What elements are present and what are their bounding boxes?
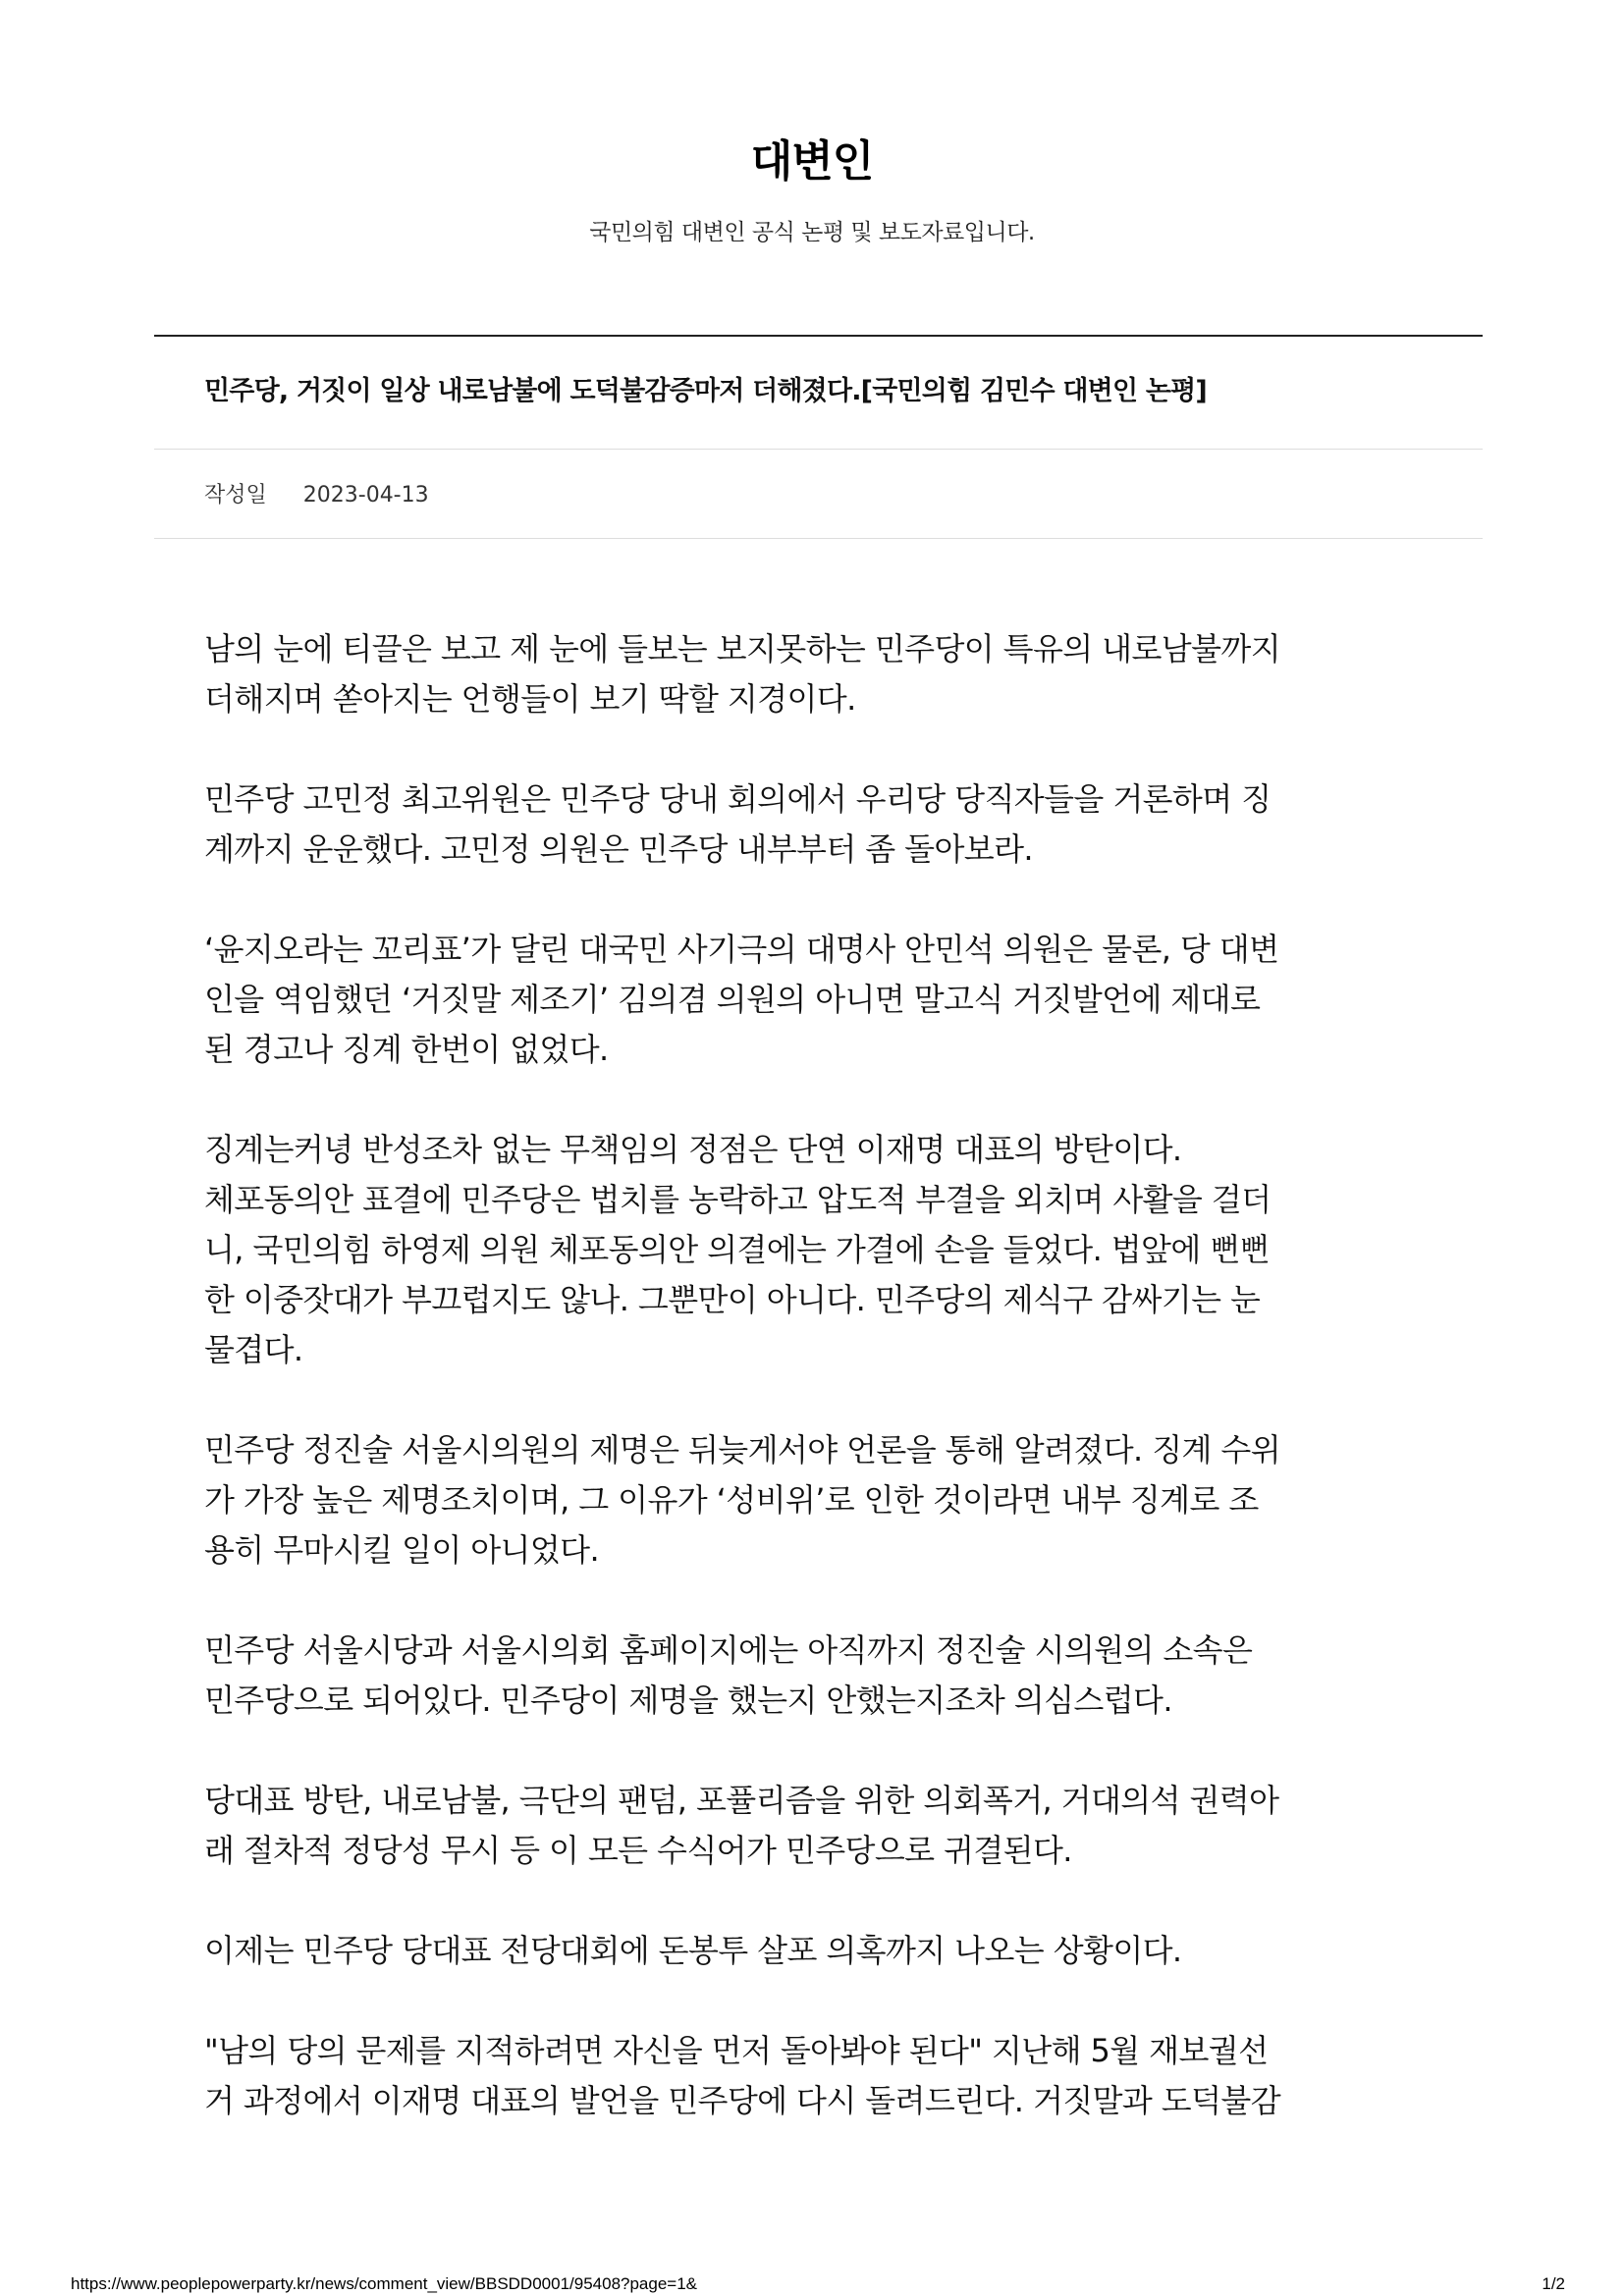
body-line: 가 가장 높은 제명조치이며, 그 이유가 ‘성비위’로 인한 것이라면 내부 징계로 조 — [204, 1481, 1259, 1519]
article-meta — [204, 478, 429, 508]
footer-page-number: 1/2 — [1542, 2274, 1565, 2293]
body-line: 니, 국민의힘 하영제 의원 체포동의안 의결에는 가결에 손을 들었다. 법앞에 뻔뻔 — [204, 1231, 1270, 1268]
body-line: 민주당 고민정 최고위원은 민주당 당내 회의에서 우리당 당직자들을 거론하며 징 — [204, 780, 1272, 818]
body-paragraph — [204, 1125, 1441, 1375]
body-line: 징계는커녕 반성조차 없는 무책임의 정점은 단연 이재명 대표의 방탄이다. — [204, 1131, 1182, 1168]
date-value: 2023-04-13 — [302, 483, 429, 507]
body-line: 체포동의안 표결에 민주당은 법치를 농락하고 압도적 부결을 외치며 사활을 걸더 — [204, 1181, 1272, 1218]
body-line: 당대표 방탄, 내로남불, 극단의 팬덤, 포퓰리즘을 위한 의회폭거, 거대의석 권력아 — [204, 1782, 1279, 1819]
page-subtitle: 국민의힘 대변인 공식 논평 및 보도자료입니다. — [589, 220, 1035, 245]
body-paragraph — [204, 1926, 1441, 1976]
body-paragraph — [204, 1776, 1441, 1876]
page-title: 대변인 — [750, 136, 874, 187]
body-line: 이제는 민주당 당대표 전당대회에 돈봉투 살포 의혹까지 나오는 상황이다. — [204, 1932, 1182, 1969]
body-line: 된 경고나 징계 한번이 없었다. — [204, 1031, 609, 1068]
body-line: ‘윤지오라는 꼬리표’가 달린 대국민 사기극의 대명사 안민석 의원은 물론, 당 대변 — [204, 931, 1279, 968]
body-line: 민주당 정진술 서울시의원의 제명은 뒤늦게서야 언론을 통해 알려졌다. 징계 수위 — [204, 1431, 1281, 1468]
body-line: 민주당으로 되어있다. 민주당이 제명을 했는지 안했는지조차 의심스럽다. — [204, 1682, 1172, 1719]
body-line: 한 이중잣대가 부끄럽지도 않나. 그뿐만이 아니다. 민주당의 제식구 감싸기는 눈 — [204, 1281, 1261, 1318]
date-label: 작성일 — [204, 483, 267, 507]
body-line: 계까지 운운했다. 고민정 의원은 민주당 내부부터 좀 돌아보라. — [204, 830, 1033, 868]
body-paragraph — [204, 624, 1441, 724]
article-body — [204, 624, 1441, 2176]
body-paragraph — [204, 774, 1441, 875]
body-paragraph — [204, 2026, 1441, 2126]
body-line: 인을 역임했던 ‘거짓말 제조기’ 김의겸 의원의 아니면 말고식 거짓발언에 제대로 — [204, 981, 1261, 1018]
body-line: 래 절차적 정당성 무시 등 이 모든 수식어가 민주당으로 귀결된다. — [204, 1832, 1072, 1869]
body-paragraph — [204, 1425, 1441, 1575]
header-divider — [154, 335, 1483, 337]
title-divider — [154, 449, 1483, 450]
body-line: 용히 무마시킬 일이 아니었다. — [204, 1531, 600, 1569]
body-paragraph — [204, 925, 1441, 1075]
body-line: "남의 당의 문제를 지적하려면 자신을 먼저 돌아봐야 된다" 지난해 5월 재보궐선 — [204, 2032, 1269, 2069]
meta-divider — [154, 538, 1483, 539]
body-line: 거 과정에서 이재명 대표의 발언을 민주당에 다시 돌려드린다. 거짓말과 도덕불감 — [204, 2082, 1281, 2119]
body-line: 남의 눈에 티끌은 보고 제 눈에 들보는 보지못하는 민주당이 특유의 내로남불까지 — [204, 630, 1281, 667]
footer-url: https://www.peoplepowerparty.kr/news/comment_view/BBSDD0001/95408?page=1& — [71, 2274, 698, 2293]
body-line: 민주당 서울시당과 서울시의회 홈페이지에는 아직까지 정진술 시의원의 소속은 — [204, 1631, 1253, 1669]
body-line: 더해지며 쏟아지는 언행들이 보기 딱할 지경이다. — [204, 680, 856, 718]
article-title: 민주당, 거짓이 일상 내로남불에 도덕불감증마저 더해졌다.[국민의힘 김민수 대변인 논평] — [204, 376, 1207, 406]
body-paragraph — [204, 1626, 1441, 1726]
body-line: 물겹다. — [204, 1331, 303, 1368]
